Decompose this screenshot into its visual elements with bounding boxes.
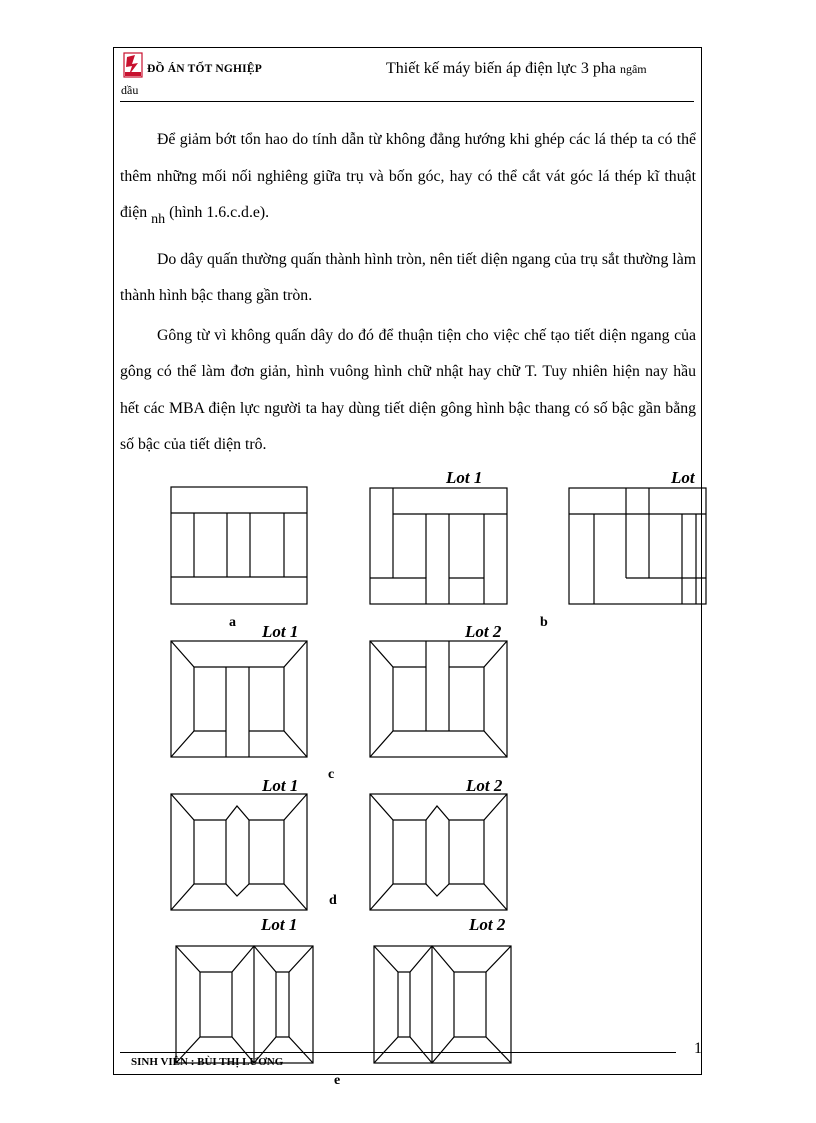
diagram-c1 [171, 641, 307, 757]
paragraph-3: Gông từ vì không quấn dây do đó để thuận tiện cho việc chế tạo tiết diện ngang của gông có thể làm đơn giản, hình vuông hình chữ nhật hay chữ T. Tuy nhiên hiện nay hầu hết các MBA điện lực người ta hay dùng tiết diện gông hình bậc thang có số bậc gần bằng số bậc của tiết diện trô. [120, 326, 696, 453]
page-number: 1 [694, 1040, 702, 1057]
diagram-d2 [370, 794, 507, 910]
label-d2: Lot 2 [466, 776, 503, 795]
paragraph-2: Do dây quấn thường quấn thành hình tròn, nên tiết diện ngang của trụ sắt thường làm thành hình bậc thang gần tròn. [120, 250, 696, 304]
diagram-e2 [374, 946, 511, 1063]
diagram-e1 [176, 946, 313, 1063]
label-c1: Lot 1 [262, 622, 299, 641]
paragraph-1: Để giảm bớt tổn hao do tính dẫn từ không đẳng hướng khi ghép các lá thép ta có thể thêm những mối nối nghiêng giữa trụ và bốn góc, hay có thể cắt vát góc lá thép kĩ thuật điện nh (hình 1.6.c.d.e). [120, 131, 696, 227]
caption-e: e [334, 1073, 341, 1088]
caption-a: a [229, 615, 236, 630]
header-left-title: ĐỒ ÁN TỐT NGHIỆP [147, 63, 262, 75]
caption-d: d [329, 893, 337, 908]
diagram-b1 [370, 488, 507, 604]
label-e2: Lot 2 [469, 915, 506, 934]
label-c2: Lot 2 [465, 622, 502, 641]
label-b1: Lot 1 [446, 468, 483, 487]
label-d1: Lot 1 [262, 776, 299, 795]
label-b2: Lot [671, 468, 695, 487]
footer-student: SINH VIÊN : BÙI THỊ LƯƠNG [131, 1056, 284, 1068]
header-wrap-text: dầu [121, 83, 139, 97]
diagram-d1 [171, 794, 307, 910]
diagram-c2 [370, 641, 507, 757]
caption-b: b [540, 615, 548, 630]
label-e1: Lot 1 [261, 915, 298, 934]
footer-rule [120, 1052, 676, 1053]
header-right-title: Thiết kế máy biến áp điện lực 3 pha ngâm [386, 60, 647, 77]
diagram-a [171, 487, 307, 604]
diagram-b2 [569, 488, 706, 604]
caption-c: c [328, 767, 335, 782]
